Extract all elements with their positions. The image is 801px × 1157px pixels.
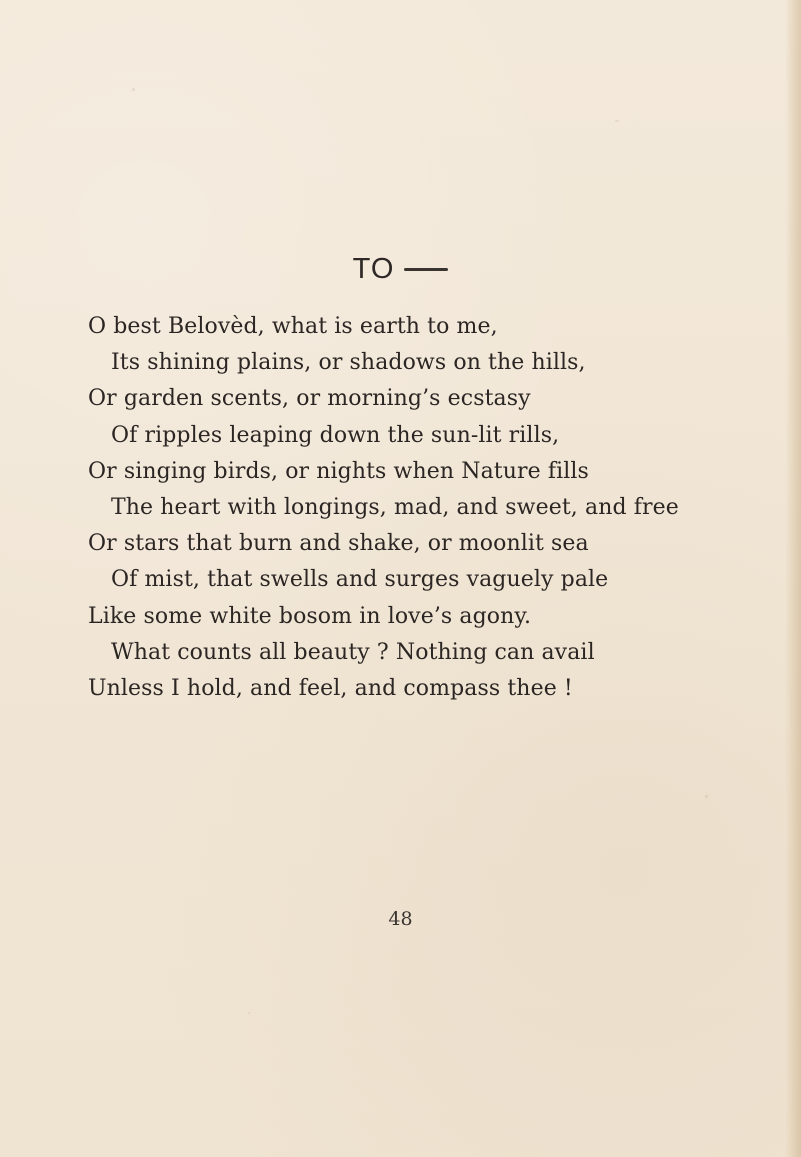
poem-title-text: TO xyxy=(352,253,395,285)
poem-line: Or stars that burn and shake, or moonlit sea xyxy=(88,531,589,557)
poem-line: Of mist, that swells and surges vaguely pale xyxy=(111,567,609,593)
poem-line: Like some white bosom in love’s agony. xyxy=(88,603,532,629)
paper-speck xyxy=(615,120,619,122)
paper-speck xyxy=(132,88,135,91)
poem-title xyxy=(0,255,801,284)
poem-line: Or garden scents, or morning’s ecstasy xyxy=(88,386,531,412)
paper-speck xyxy=(248,1012,250,1014)
title-dash-mark xyxy=(404,268,448,271)
poem-line: Or singing birds, or nights when Nature fills xyxy=(88,458,589,484)
poem-line: The heart with longings, mad, and sweet, and free xyxy=(111,494,679,520)
poem-line: Unless I hold, and feel, and compass thee ! xyxy=(88,675,573,701)
page-number: 48 xyxy=(388,908,413,930)
paper-speck xyxy=(705,795,708,798)
poem-body xyxy=(88,309,698,707)
page-edge-shadow xyxy=(785,0,801,1157)
poem-line: Its shining plains, or shadows on the hills, xyxy=(111,350,586,376)
poem-line: O best Belovèd, what is earth to me, xyxy=(88,314,498,339)
poem-line: What counts all beauty ? Nothing can avail xyxy=(111,639,595,665)
poem-line: Of ripples leaping down the sun-lit rills, xyxy=(111,422,560,448)
